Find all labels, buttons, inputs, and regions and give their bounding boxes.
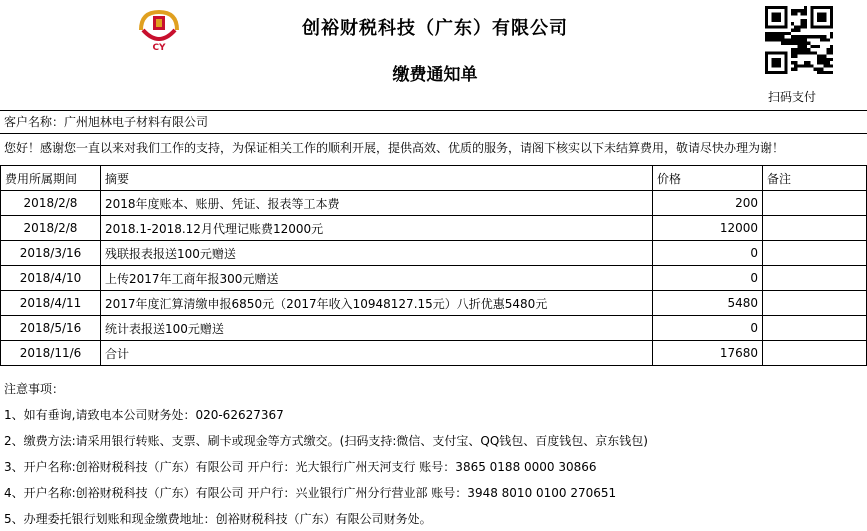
row-date: 2018/5/16: [1, 316, 101, 341]
qr-label: 扫码支付: [767, 90, 816, 104]
table-row: [1, 316, 867, 341]
row-note: [763, 241, 867, 266]
row-note: [763, 216, 867, 241]
row-date: 2018/11/6: [1, 341, 101, 366]
row-description: 2017年度汇算清缴申报6850元（2017年收入10948127.15元）八折优惠5480元: [101, 291, 653, 316]
row-description: 2018.1-2018.12月代理记账费12000元: [101, 216, 653, 241]
column-header: 摘要: [101, 166, 653, 191]
fee-table: [0, 165, 867, 366]
table-row: [1, 266, 867, 291]
row-price: 5480: [653, 291, 763, 316]
row-price: 12000: [653, 216, 763, 241]
note-item: 5、办理委托银行划账和现金缴费地址：创裕财税科技（广东）有限公司财务处。: [4, 512, 432, 526]
row-note: [763, 316, 867, 341]
notice-header: [0, 0, 867, 110]
row-date: 2018/2/8: [1, 216, 101, 241]
row-description: 2018年度账本、账册、凭证、报表等工本费: [101, 191, 653, 216]
table-row: [1, 241, 867, 266]
qr-code-icon: [765, 6, 833, 74]
row-price: 0: [653, 316, 763, 341]
row-description: 合计: [101, 341, 653, 366]
logo-text: CY: [152, 43, 166, 53]
company-logo: [133, 8, 185, 54]
row-date: 2018/2/8: [1, 191, 101, 216]
note-item: 2、缴费方法:请采用银行转账、支票、刷卡或现金等方式缴交。(扫码支持:微信、支付宝、QQ钱包、百度钱包、京东钱包): [4, 434, 648, 448]
table-row: [1, 291, 867, 316]
note-item: 1、如有垂询,请致电本公司财务处：020-62627367: [4, 408, 284, 422]
row-description: 残联报表报送100元赠送: [101, 241, 653, 266]
column-header: 备注: [763, 166, 867, 191]
row-note: [763, 341, 867, 366]
note-item: 3、开户名称:创裕财税科技（广东）有限公司 开户行：光大银行广州天河支行 账号：3865 0188 0000 30866: [4, 460, 597, 474]
company-name: 创裕财税科技（广东）有限公司: [302, 18, 568, 39]
row-note: [763, 191, 867, 216]
divider-line: [0, 133, 867, 134]
row-date: 2018/4/11: [1, 291, 101, 316]
table-row: [1, 216, 867, 241]
row-description: 上传2017年工商年报300元赠送: [101, 266, 653, 291]
row-price: 0: [653, 241, 763, 266]
document-title: 缴费通知单: [392, 65, 478, 85]
row-price: 17680: [653, 341, 763, 366]
row-date: 2018/3/16: [1, 241, 101, 266]
row-note: [763, 291, 867, 316]
row-description: 统计表报送100元赠送: [101, 316, 653, 341]
table-row: [1, 191, 867, 216]
notes-title: 注意事项：: [4, 382, 65, 396]
note-item: 4、开户名称:创裕财税科技（广东）有限公司 开户行：兴业银行广州分行营业部 账号：3948 8010 0100 270651: [4, 486, 617, 500]
column-header: 价格: [653, 166, 763, 191]
customer-name: 客户名称：广州旭林电子材料有限公司: [4, 115, 209, 129]
row-date: 2018/4/10: [1, 266, 101, 291]
divider-line: [0, 110, 867, 111]
row-note: [763, 266, 867, 291]
table-total-row: [1, 341, 867, 366]
row-price: 0: [653, 266, 763, 291]
row-price: 200: [653, 191, 763, 216]
column-header: 费用所属期间: [1, 166, 101, 191]
greeting-text: 您好！感谢您一直以来对我们工作的支持，为保证相关工作的顺利开展，提供高效、优质的服务，请阁下核实以下未结算费用，敬请尽快办理为谢！: [4, 141, 785, 155]
table-header-row: [1, 166, 867, 191]
